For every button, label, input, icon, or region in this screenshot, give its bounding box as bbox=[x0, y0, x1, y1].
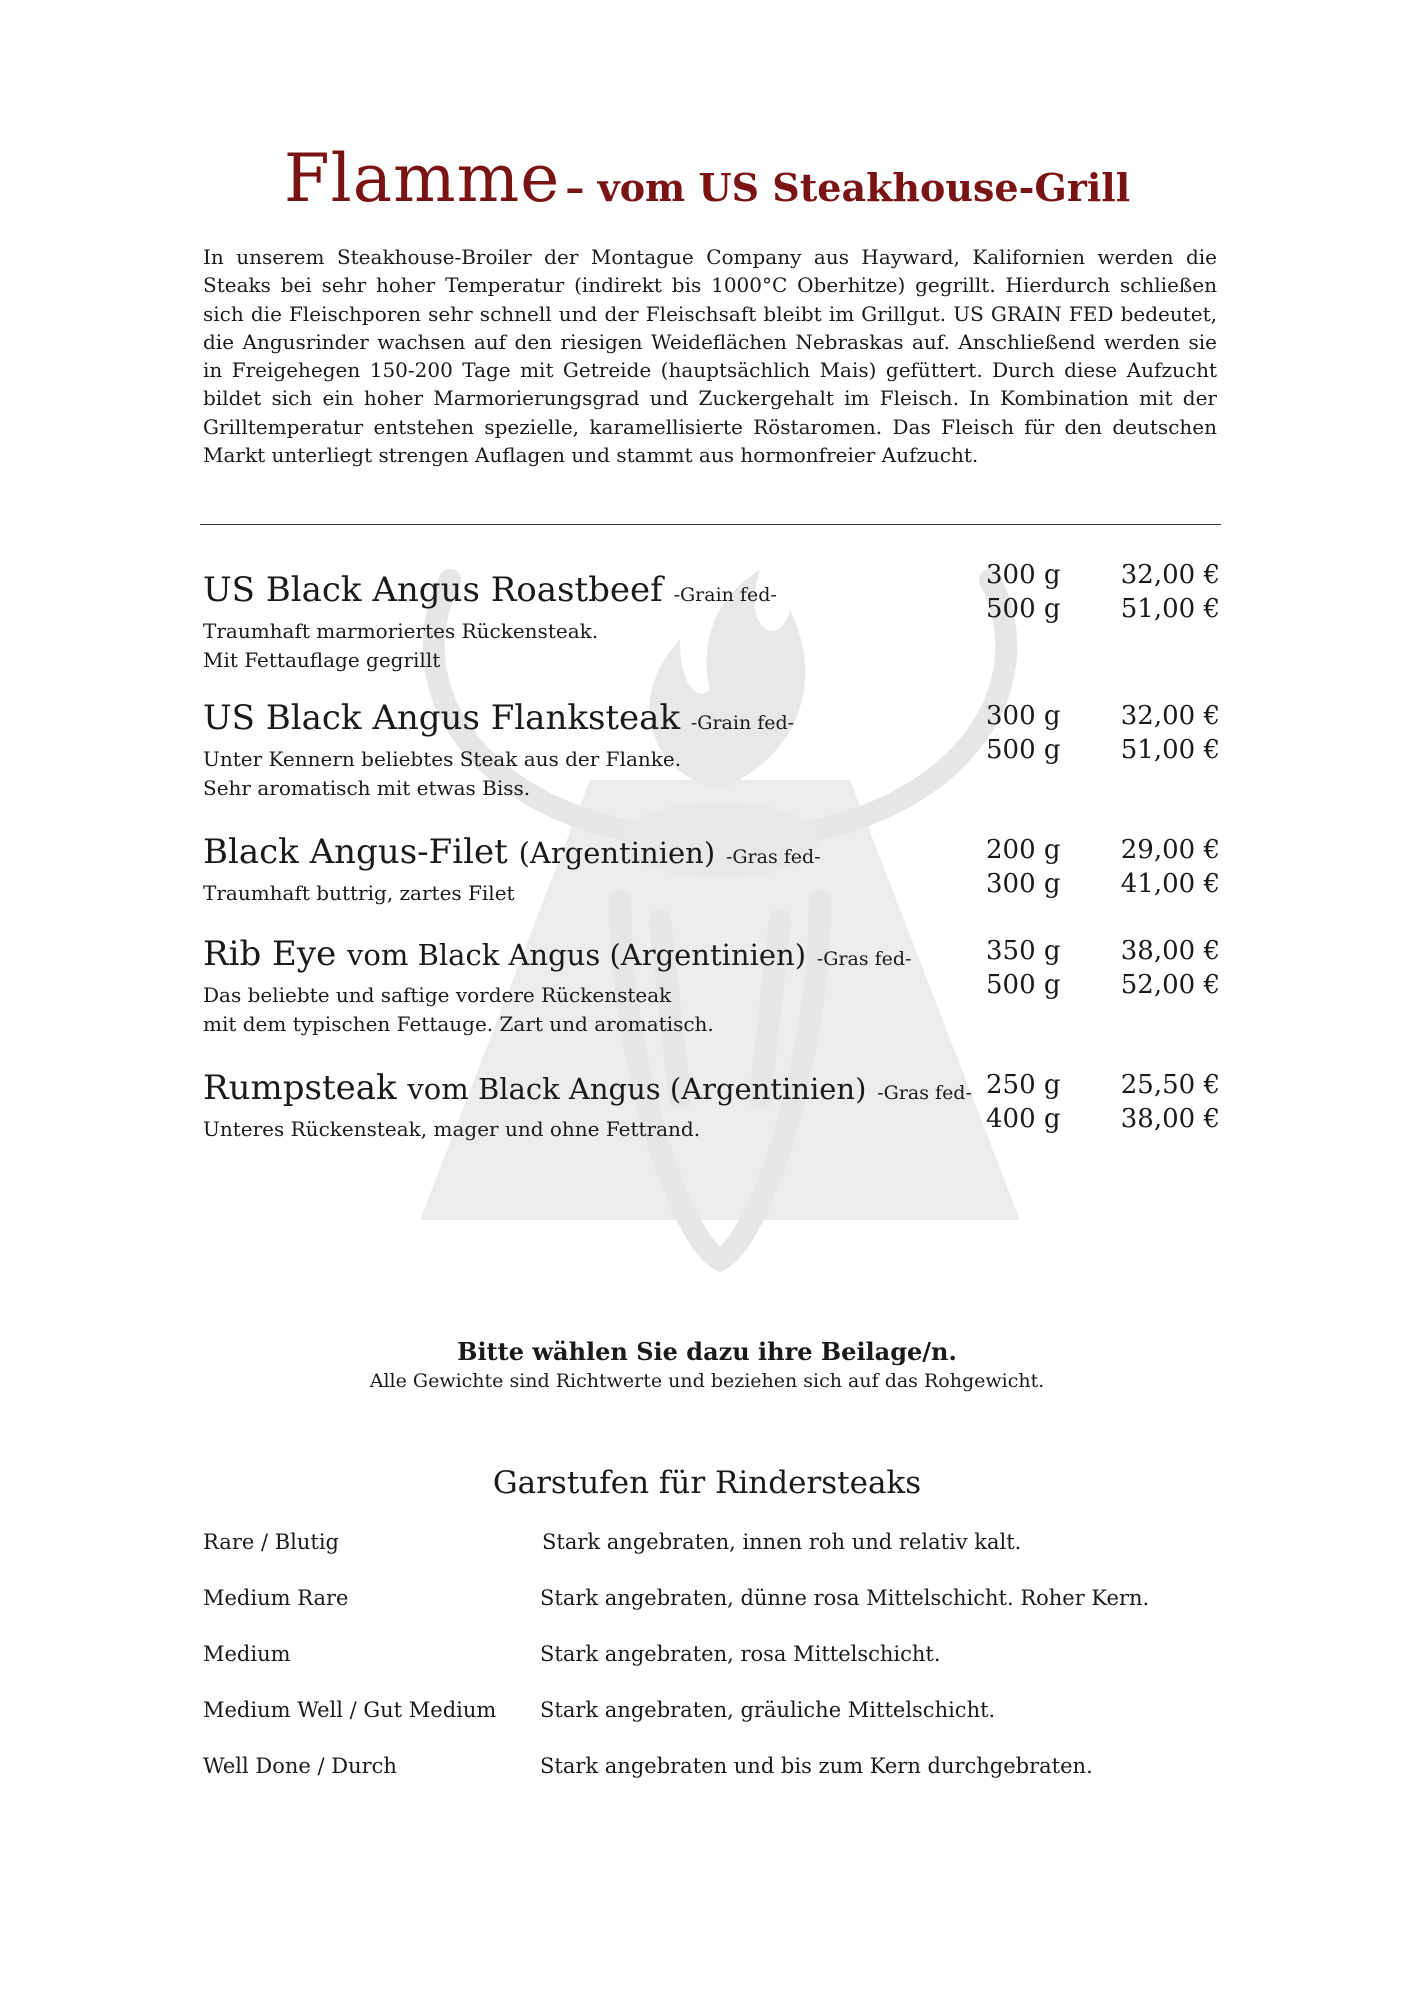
portion-weight: 400 g bbox=[986, 1104, 1061, 1134]
steak-name: US Black Angus Flanksteak -Grain fed- bbox=[203, 698, 795, 738]
steak-description: Unteres Rückensteak, mager und ohne Fettrand. bbox=[203, 1117, 701, 1141]
fed-label: -Gras fed- bbox=[816, 948, 912, 970]
portion-price: 41,00 € bbox=[1120, 869, 1220, 899]
section-divider bbox=[200, 524, 1221, 525]
portion-price: 51,00 € bbox=[1120, 594, 1220, 624]
doneness-title: Garstufen für Rindersteaks bbox=[492, 1465, 922, 1501]
page-title bbox=[0, 140, 1414, 217]
steak-item-rumpsteak bbox=[203, 1068, 1223, 1144]
portion-price: 38,00 € bbox=[1120, 936, 1220, 966]
steak-item-filet bbox=[203, 832, 1223, 908]
doneness-description: Stark angebraten, dünne rosa Mittelschicht. Roher Kern. bbox=[540, 1586, 1150, 1610]
steak-name: Rib Eye vom Black Angus (Argentinien) -Gras fed- bbox=[203, 934, 912, 974]
steak-description: Traumhaft marmoriertes Rückensteak. Mit Fettauflage gegrillt bbox=[203, 619, 599, 672]
steak-item-rib-eye bbox=[203, 934, 1223, 1038]
portion-price: 38,00 € bbox=[1120, 1104, 1220, 1134]
doneness-level: Well Done / Durch bbox=[203, 1754, 397, 1778]
doneness-description: Stark angebraten und bis zum Kern durchgebraten. bbox=[540, 1754, 1093, 1778]
steak-name: US Black Angus Roastbeef -Grain fed- bbox=[203, 570, 777, 610]
doneness-description: Stark angebraten, innen roh und relativ kalt. bbox=[542, 1530, 1022, 1554]
steak-description: Traumhaft buttrig, zartes Filet bbox=[203, 881, 515, 905]
portion-weight: 200 g bbox=[986, 835, 1061, 865]
fed-label: -Grain fed- bbox=[690, 712, 795, 734]
fed-label: -Grain fed- bbox=[673, 584, 777, 606]
portion-weight: 250 g bbox=[986, 1070, 1061, 1100]
doneness-level: Medium Rare bbox=[203, 1586, 349, 1610]
portion-price: 25,50 € bbox=[1120, 1070, 1220, 1100]
portion-weight: 300 g bbox=[986, 701, 1061, 731]
portion-weight: 300 g bbox=[986, 869, 1061, 899]
intro-text: In unserem Steakhouse-Broiler der Montague Company aus Hayward, Kalifornien werden die Steaks bei sehr hoher Temperatur (indirekt bis 1000°C Oberhitze) gegrillt. Hierdurch schließen sich die Fleischporen sehr schnell und der Fleischsaft bleibt im Grillgut. US GRAIN FED bedeutet, die Angusrinder wachsen auf den riesigen Weideflächen Nebraskas auf. Anschließend werden sie in Freigehegen 150-200 Tage mit Getreide (hauptsächlich Mais) gefüttert. Durch diese Aufzucht bildet sich ein hoher Marmorierungsgrad und Zuckergehalt im Fleisch. In Kombination mit der Grilltemperatur entstehen spezielle, karamellisierte Röstaromen. Das Fleisch für den deutschen Markt unterliegt strengen Auflagen und stammt aus hormonfreier Aufzucht. bbox=[203, 245, 1217, 468]
portion-weight: 500 g bbox=[986, 594, 1061, 624]
steak-item-flanksteak bbox=[203, 698, 1223, 802]
steak-name: Black Angus-Filet (Argentinien) -Gras fed- bbox=[203, 832, 821, 872]
portion-price: 52,00 € bbox=[1120, 970, 1220, 1000]
portion-price: 32,00 € bbox=[1120, 560, 1220, 590]
doneness-description: Stark angebraten, gräuliche Mittelschicht. bbox=[540, 1698, 996, 1722]
steak-item-roastbeef bbox=[203, 570, 1223, 674]
title-sub: – vom US Steakhouse-Grill bbox=[565, 165, 1131, 210]
steak-name: Rumpsteak vom Black Angus (Argentinien) -Gras fed- bbox=[203, 1068, 972, 1108]
fed-label: -Gras fed- bbox=[725, 846, 821, 868]
portion-price: 51,00 € bbox=[1120, 735, 1220, 765]
portion-weight: 500 g bbox=[986, 735, 1061, 765]
portion-weight: 500 g bbox=[986, 970, 1061, 1000]
title-main: Flamme bbox=[283, 140, 561, 217]
side-dish-note: Bitte wählen Sie dazu ihre Beilage/n. bbox=[457, 1337, 957, 1366]
doneness-level: Medium bbox=[203, 1642, 291, 1666]
doneness-level: Medium Well / Gut Medium bbox=[203, 1698, 497, 1722]
portion-price: 32,00 € bbox=[1120, 701, 1220, 731]
portion-weight: 350 g bbox=[986, 936, 1061, 966]
portion-weight: 300 g bbox=[986, 560, 1061, 590]
steak-description: Das beliebte und saftige vordere Rückensteak mit dem typischen Fettauge. Zart und aromatisch. bbox=[203, 983, 714, 1036]
weights-note: Alle Gewichte sind Richtwerte und beziehen sich auf das Rohgewicht. bbox=[369, 1370, 1045, 1392]
steak-description: Unter Kennern beliebtes Steak aus der Flanke. Sehr aromatisch mit etwas Biss. bbox=[203, 747, 682, 800]
portion-price: 29,00 € bbox=[1120, 835, 1220, 865]
doneness-description: Stark angebraten, rosa Mittelschicht. bbox=[540, 1642, 941, 1666]
doneness-level: Rare / Blutig bbox=[203, 1530, 339, 1554]
fed-label: -Gras fed- bbox=[877, 1082, 972, 1104]
